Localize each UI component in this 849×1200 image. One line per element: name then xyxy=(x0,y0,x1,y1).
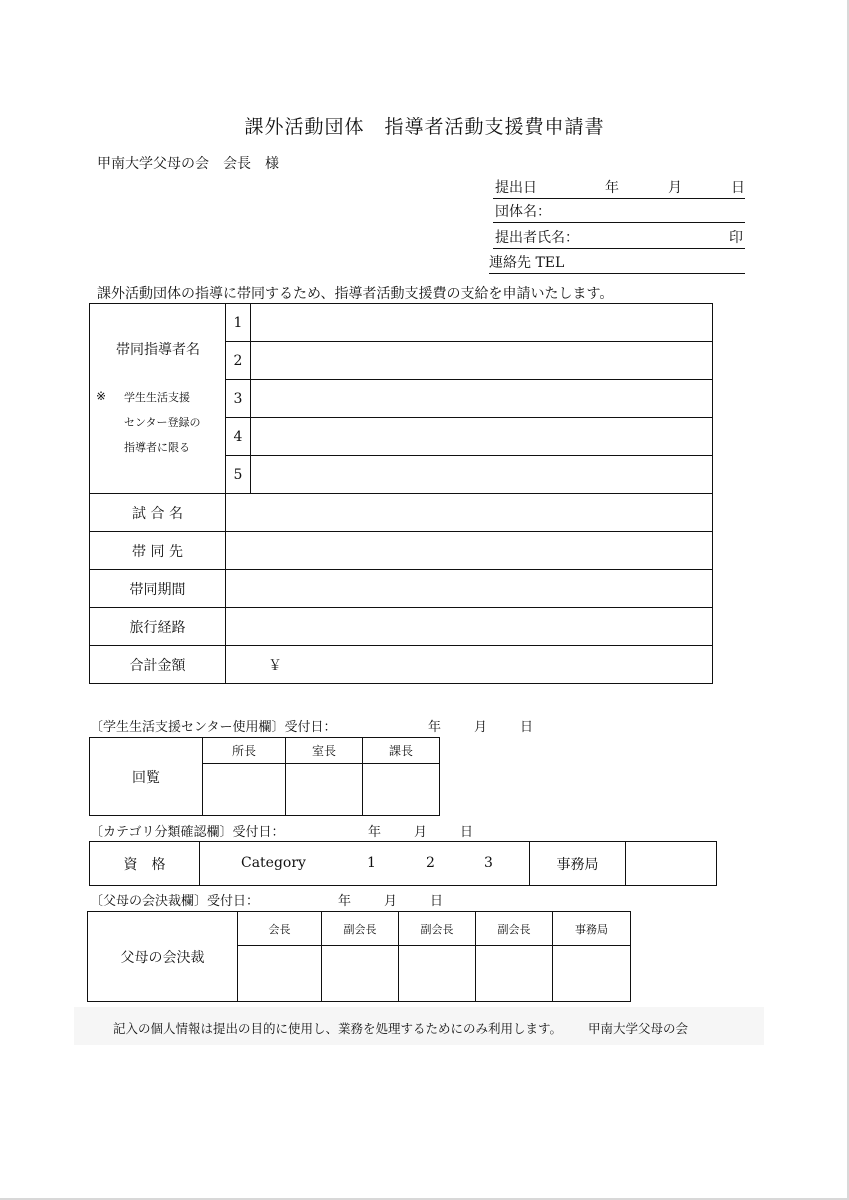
chair-header: 会長 xyxy=(238,912,322,946)
match-name-label: 試 合 名 xyxy=(90,494,226,532)
category-option-2[interactable]: 2 xyxy=(426,855,435,871)
coach-name-input-5[interactable] xyxy=(251,456,713,494)
parents-section-label xyxy=(90,890,444,909)
office-stamp-box[interactable] xyxy=(626,842,717,886)
note-line-1: 学生生活支援 xyxy=(124,391,190,404)
center-year: 年 xyxy=(428,720,442,735)
row-number-3: 3 xyxy=(226,380,251,418)
application-table xyxy=(89,303,713,684)
center-section-title: 〔学生生活支援センター使用欄〕受付日： xyxy=(90,720,337,735)
category-label: Category xyxy=(241,855,306,871)
privacy-text: 記入の個人情報は提出の目的に使用し、業務を処理するためにのみ利用します。 xyxy=(113,1021,563,1036)
match-name-input[interactable] xyxy=(226,494,713,532)
addressee: 甲南大学父母の会 会長 様 xyxy=(97,156,279,172)
vice-chair-stamp-box-3[interactable] xyxy=(476,946,553,1002)
period-input[interactable] xyxy=(226,570,713,608)
category-table xyxy=(89,841,717,886)
vice-chair-stamp-box-1[interactable] xyxy=(322,946,399,1002)
total-label: 合計金額 xyxy=(90,646,226,684)
category-option-3[interactable]: 3 xyxy=(484,855,493,871)
parents-month: 月 xyxy=(384,894,398,909)
parents-year: 年 xyxy=(338,894,352,909)
month-label: 月 xyxy=(668,180,682,196)
office-chief-stamp-box[interactable] xyxy=(286,764,363,816)
row-number-1: 1 xyxy=(226,304,251,342)
yen-symbol: ￥ xyxy=(268,657,282,674)
coach-name-input-3[interactable] xyxy=(251,380,713,418)
category-month: 月 xyxy=(414,825,428,840)
period-label: 帯同期間 xyxy=(90,570,226,608)
submitter-label: 提出者氏名： xyxy=(495,230,579,246)
category-options-cell xyxy=(200,842,530,886)
contact-line[interactable] xyxy=(489,253,745,274)
qualification-label: 資 格 xyxy=(90,842,200,886)
parents-section-title: 〔父母の会決裁欄〕受付日： xyxy=(90,894,260,909)
chair-stamp-box[interactable] xyxy=(238,946,322,1002)
route-label: 旅行経路 xyxy=(90,608,226,646)
coach-name-input-1[interactable] xyxy=(251,304,713,342)
coach-name-input-4[interactable] xyxy=(251,418,713,456)
footer-org: 甲南大学父母の会 xyxy=(588,1021,689,1036)
vice-chair-stamp-box-2[interactable] xyxy=(399,946,476,1002)
office-chief-header: 室長 xyxy=(286,738,363,764)
coach-name-label: 帯同指導者名 xyxy=(116,342,200,358)
row-number-4: 4 xyxy=(226,418,251,456)
category-section-title: 〔カテゴリ分類確認欄〕受付日： xyxy=(90,825,285,840)
submitter-line[interactable] xyxy=(493,228,745,249)
destination-input[interactable] xyxy=(226,532,713,570)
center-month: 月 xyxy=(474,720,488,735)
year-label: 年 xyxy=(605,180,619,196)
document-title: 課外活動団体 指導者活動支援費申請書 xyxy=(244,116,605,138)
category-section-label xyxy=(90,821,474,840)
secretariat-stamp-box[interactable] xyxy=(553,946,631,1002)
section-chief-header: 課長 xyxy=(363,738,440,764)
route-input[interactable] xyxy=(226,608,713,646)
row-number-5: 5 xyxy=(226,456,251,494)
parents-approval-table xyxy=(87,911,631,1002)
total-input[interactable] xyxy=(226,646,713,684)
director-header: 所長 xyxy=(203,738,286,764)
seal-label: 印 xyxy=(729,230,743,246)
note-mark: ※ xyxy=(96,389,107,403)
note-line-2: センター登録の xyxy=(124,416,201,429)
group-name-line[interactable] xyxy=(493,202,745,223)
row-number-2: 2 xyxy=(226,342,251,380)
director-stamp-box[interactable] xyxy=(203,764,286,816)
vice-chair-header-2: 副会長 xyxy=(399,912,476,946)
submission-date-line[interactable] xyxy=(493,178,745,199)
coach-name-input-2[interactable] xyxy=(251,342,713,380)
coach-name-cell xyxy=(90,304,226,494)
intro-text: 課外活動団体の指導に帯同するため、指導者活動支援費の支給を申請いたします。 xyxy=(97,286,614,302)
vice-chair-header-3: 副会長 xyxy=(476,912,553,946)
office-label: 事務局 xyxy=(530,842,626,886)
secretariat-header: 事務局 xyxy=(553,912,631,946)
category-year: 年 xyxy=(368,825,382,840)
day-label: 日 xyxy=(731,180,745,196)
vice-chair-header-1: 副会長 xyxy=(322,912,399,946)
submission-date-label: 提出日 xyxy=(495,180,537,196)
section-chief-stamp-box[interactable] xyxy=(363,764,440,816)
category-day: 日 xyxy=(460,825,474,840)
coach-note xyxy=(119,385,201,460)
privacy-notice xyxy=(113,1019,688,1037)
parents-day: 日 xyxy=(430,894,444,909)
note-line-3: 指導者に限る xyxy=(124,441,190,454)
center-review-table xyxy=(89,737,440,816)
contact-label: 連絡先 TEL xyxy=(489,255,565,271)
group-name-label: 団体名： xyxy=(495,204,551,220)
category-option-1[interactable]: 1 xyxy=(367,855,376,871)
center-section-label xyxy=(90,716,534,735)
center-day: 日 xyxy=(520,720,534,735)
destination-label: 帯 同 先 xyxy=(90,532,226,570)
review-label: 回覧 xyxy=(90,738,203,816)
parents-approval-label: 父母の会決裁 xyxy=(88,912,238,1002)
